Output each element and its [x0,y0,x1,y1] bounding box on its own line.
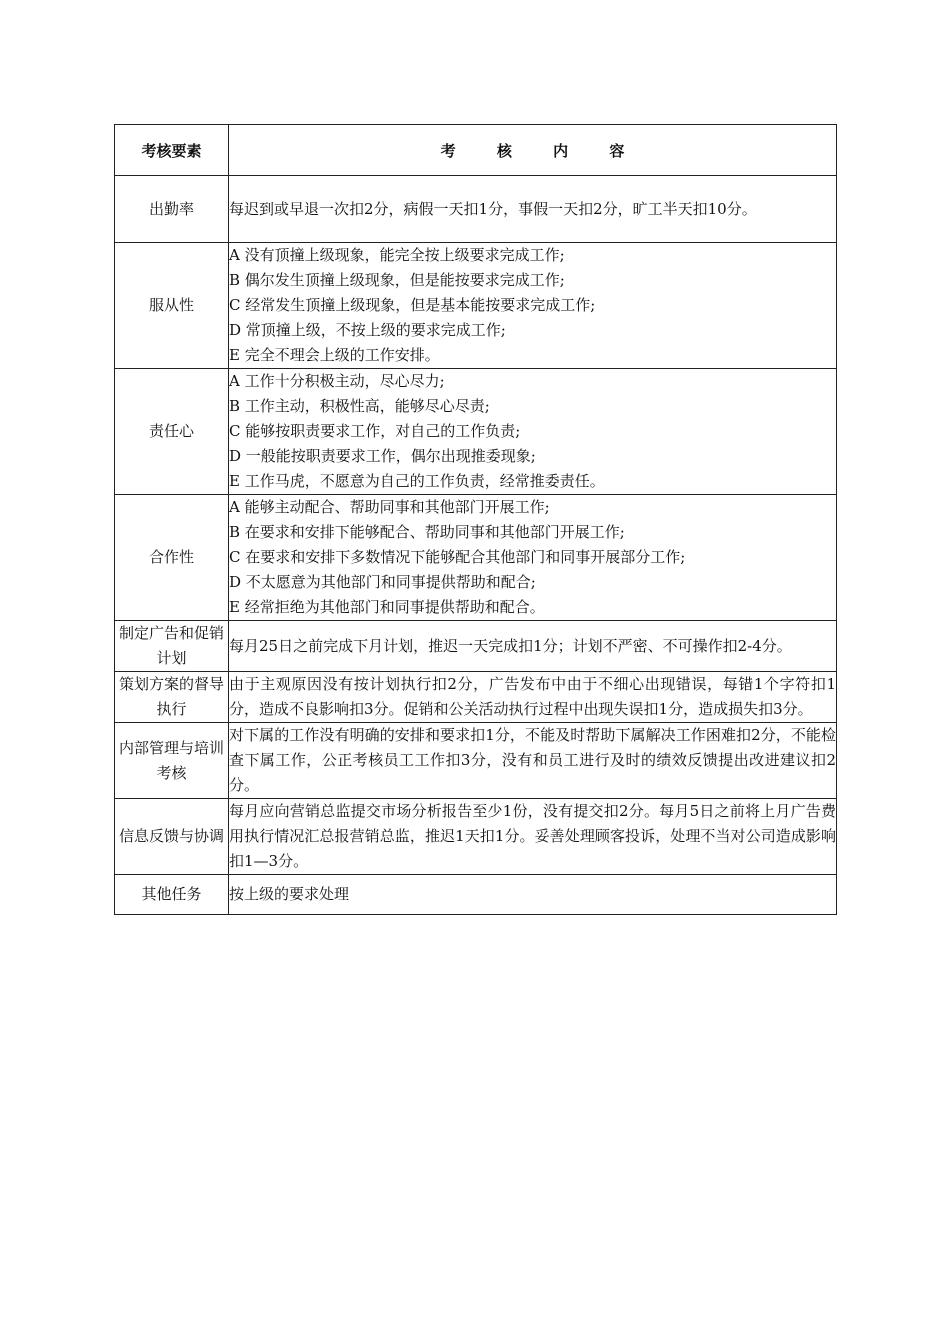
row-content-internal-management: 对下属的工作没有明确的安排和要求扣1分，不能及时帮助下属解决工作困难扣2分，不能检查下属工作，公正考核员工工作扣3分，没有和员工进行及时的绩效反馈提出改进建议扣2分。 [229,723,837,799]
row-label-cooperation: 合作性 [115,495,229,621]
row-label-ad-promo-plan: 制定广告和促销计划 [115,621,229,672]
row-label-obedience: 服从性 [115,243,229,369]
list-item: A 没有顶撞上级现象，能完全按上级要求完成工作; [229,246,565,264]
row-content-cooperation [229,495,837,621]
list-item: B 偶尔发生顶撞上级现象，但是能按要求完成工作; [229,271,565,289]
table-row [115,369,837,495]
list-item: D 不太愿意为其他部门和同事提供帮助和配合; [229,573,536,591]
table-row [115,672,837,723]
row-content-obedience [229,243,837,369]
row-label-responsibility: 责任心 [115,369,229,495]
table-row [115,799,837,875]
table-header-row [115,125,837,176]
table-row [115,243,837,369]
list-item: E 经常拒绝为其他部门和同事提供帮助和配合。 [229,598,545,616]
list-item: E 完全不理会上级的工作安排。 [229,346,440,364]
row-content-attendance: 每迟到或早退一次扣2分，病假一天扣1分，事假一天扣2分，旷工半天扣10分。 [229,176,837,243]
list-item: D 常顶撞上级，不按上级的要求完成工作; [229,321,506,339]
table-row [115,723,837,799]
row-content-feedback-coordination: 每月应向营销总监提交市场分析报告至少1份，没有提交扣2分。每月5日之前将上月广告费用执行情况汇总报营销总监，推迟1天扣1分。妥善处理顾客投诉，处理不当对公司造成影响扣1—3分。 [229,799,837,875]
list-item: D 一般能按职责要求工作，偶尔出现推委现象; [229,447,536,465]
row-content-plan-supervision: 由于主观原因没有按计划执行扣2分，广告发布中由于不细心出现错误，每错1个字符扣1分，造成不良影响扣3分。促销和公关活动执行过程中出现失误扣1分，造成损失扣3分。 [229,672,837,723]
table-row [115,176,837,243]
row-label-attendance: 出勤率 [115,176,229,243]
row-content-responsibility [229,369,837,495]
row-content-ad-promo-plan: 每月25日之前完成下月计划，推迟一天完成扣1分；计划不严密、不可操作扣2-4分。 [229,621,837,672]
table-row [115,621,837,672]
list-item: C 能够按职责要求工作，对自己的工作负责; [229,422,521,440]
row-label-internal-management: 内部管理与培训考核 [115,723,229,799]
row-label-feedback-coordination: 信息反馈与协调 [115,799,229,875]
list-item: A 工作十分积极主动，尽心尽力; [229,372,445,390]
assessment-table [114,124,837,915]
list-item: C 在要求和安排下多数情况下能够配合其他部门和同事开展部分工作; [229,548,686,566]
row-content-other-tasks: 按上级的要求处理 [229,875,837,915]
row-label-other-tasks: 其他任务 [115,875,229,915]
list-item: B 在要求和安排下能够配合、帮助同事和其他部门开展工作; [229,523,625,541]
header-assessment-element: 考核要素 [115,125,229,176]
list-item: B 工作主动，积极性高，能够尽心尽责; [229,397,490,415]
list-item: C 经常发生顶撞上级现象，但是基本能按要求完成工作; [229,296,596,314]
row-label-plan-supervision: 策划方案的督导执行 [115,672,229,723]
header-assessment-content: 考 核 内 容 [229,125,837,176]
table-row [115,875,837,915]
list-item: A 能够主动配合、帮助同事和其他部门开展工作; [229,498,550,516]
list-item: E 工作马虎，不愿意为自己的工作负责，经常推委责任。 [229,472,605,490]
table-row [115,495,837,621]
